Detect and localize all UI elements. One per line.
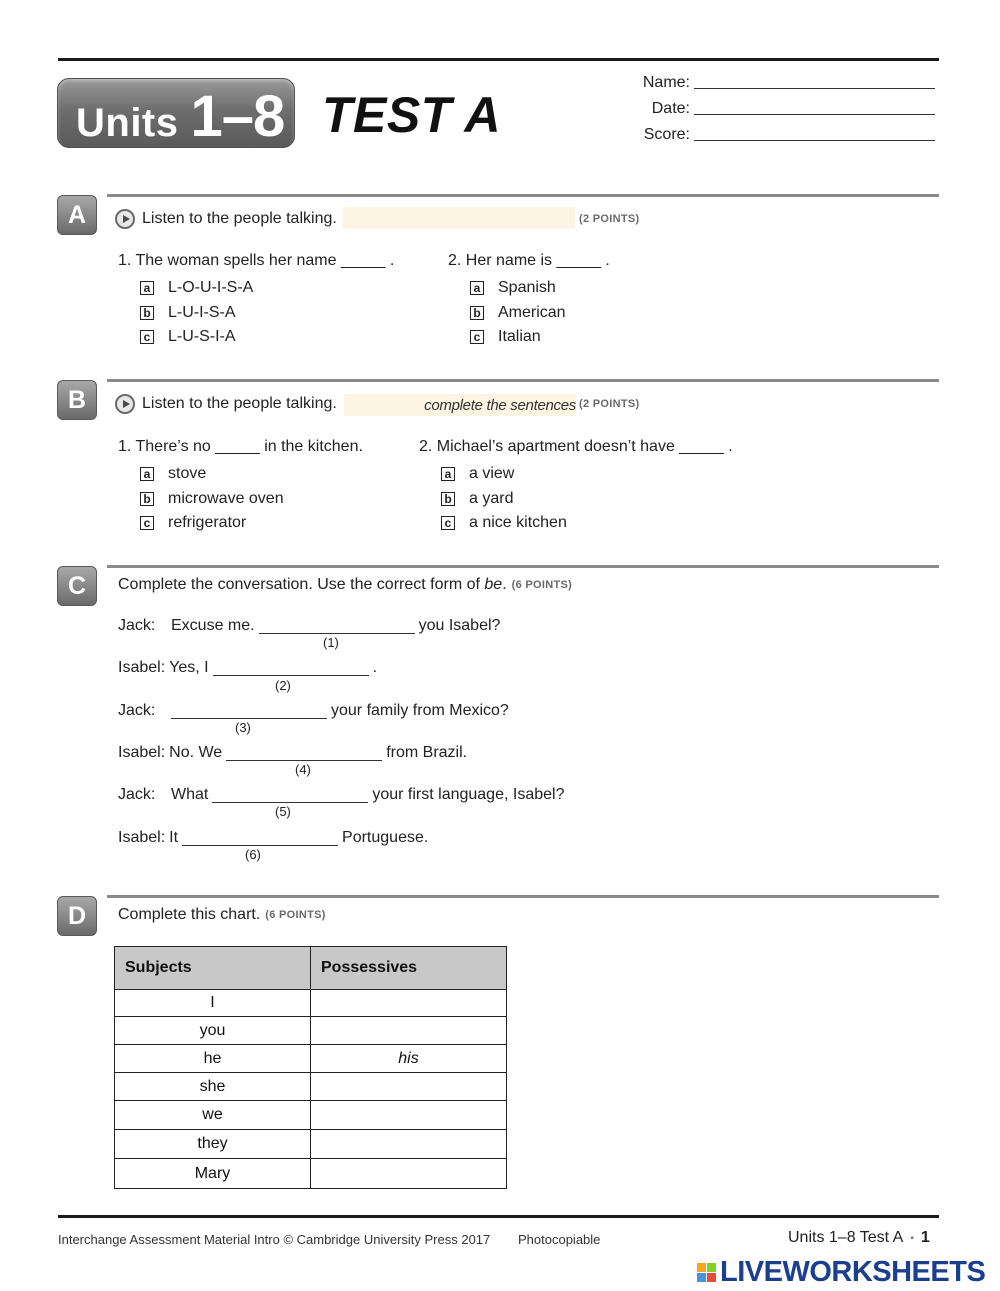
- answer-blank-4[interactable]: [226, 747, 382, 761]
- answer-blank-2[interactable]: [213, 662, 369, 676]
- line-before: What: [171, 786, 209, 803]
- question-stem: 2. Michael’s apartment doesn’t have _____ .: [419, 438, 733, 455]
- option-b[interactable]: [470, 301, 610, 326]
- option-b[interactable]: [140, 301, 394, 326]
- question-stem: 1. There’s no _____ in the kitchen.: [118, 438, 363, 455]
- section-b-prompt: complete the sentences: [424, 396, 576, 414]
- audio-play-icon[interactable]: [115, 394, 135, 414]
- subject-cell: she: [115, 1073, 311, 1101]
- table-row: [115, 1101, 507, 1130]
- name-field[interactable]: [694, 75, 935, 89]
- instruction-word: be: [484, 576, 503, 593]
- blank-number-1: (1): [323, 635, 339, 650]
- section-c-instruction: [118, 576, 572, 594]
- table-row: [115, 1045, 507, 1073]
- option-text: Italian: [498, 328, 541, 346]
- option-text: a nice kitchen: [469, 514, 567, 532]
- possessive-input[interactable]: [311, 1017, 507, 1045]
- section-a-answer-field[interactable]: [343, 207, 575, 229]
- option-b[interactable]: [140, 487, 363, 512]
- option-a[interactable]: [140, 276, 394, 301]
- section-d-points: (6 POINTS): [265, 909, 326, 921]
- units-word: Units: [76, 101, 179, 145]
- option-letter: a: [140, 467, 154, 481]
- subject-cell: I: [115, 990, 311, 1017]
- table-row: [115, 1017, 507, 1045]
- footer-photocopiable: Photocopiable: [518, 1232, 601, 1247]
- option-text: L-U-I-S-A: [168, 303, 236, 321]
- subject-cell: Mary: [115, 1159, 311, 1189]
- option-letter: c: [140, 516, 154, 530]
- option-text: refrigerator: [168, 514, 247, 532]
- option-letter: b: [441, 492, 455, 506]
- possessive-input[interactable]: [311, 1130, 507, 1159]
- blank-number-2: (2): [275, 678, 291, 693]
- section-a-instruction: [115, 207, 337, 231]
- option-c[interactable]: [441, 511, 733, 536]
- section-b-points: (2 POINTS): [579, 398, 640, 410]
- option-a[interactable]: [470, 276, 610, 301]
- section-b-badge: B: [57, 380, 97, 420]
- table-row: [115, 1159, 507, 1189]
- speaker: Jack:: [118, 702, 156, 719]
- instruction-text: Complete this chart.: [118, 906, 261, 923]
- footer-page-label: Units 1–8 Test A: [788, 1229, 904, 1246]
- section-a-instruction-text: Listen to the people talking.: [142, 210, 337, 227]
- units-range: 1–8: [190, 84, 285, 149]
- option-letter: a: [441, 467, 455, 481]
- option-a[interactable]: [441, 462, 733, 487]
- instruction-text: Complete the conversation. Use the correct form of: [118, 576, 485, 593]
- option-text: Spanish: [498, 279, 556, 297]
- page-number: 1: [920, 1229, 930, 1246]
- audio-play-icon[interactable]: [115, 209, 135, 229]
- logo-block: [697, 1263, 706, 1272]
- table-row: [115, 990, 507, 1017]
- date-row: [620, 100, 940, 118]
- speaker: Isabel:: [118, 744, 166, 761]
- test-title: TEST A: [322, 87, 501, 143]
- footer-rule: [58, 1215, 939, 1218]
- option-text: stove: [168, 465, 207, 483]
- conversation-line-1: [118, 617, 500, 635]
- possessive-input[interactable]: [311, 1159, 507, 1189]
- subject-cell: we: [115, 1101, 311, 1130]
- chart-header-row: [115, 947, 507, 990]
- line-before: No. We: [169, 744, 223, 761]
- possessives-header: Possessives: [311, 947, 507, 990]
- conversation-line-6: [118, 829, 428, 847]
- section-a-points: (2 POINTS): [579, 213, 640, 225]
- blank-number-6: (6): [245, 847, 261, 862]
- logo-block: [707, 1273, 716, 1282]
- speaker: Jack:: [118, 617, 156, 634]
- section-b-question-1: [118, 438, 363, 536]
- instruction-end: .: [502, 576, 507, 593]
- section-c-rule: [107, 565, 939, 568]
- score-label: Score:: [643, 126, 690, 143]
- section-d-instruction: [118, 906, 326, 924]
- answer-blank-1[interactable]: [259, 620, 415, 634]
- section-c-points: (6 POINTS): [511, 579, 573, 591]
- blank-number-5: (5): [275, 804, 291, 819]
- date-label: Date:: [651, 100, 690, 117]
- question-stem: 2. Her name is _____ .: [448, 252, 610, 269]
- option-c[interactable]: [140, 511, 363, 536]
- line-after: .: [372, 659, 378, 676]
- line-before: It: [169, 829, 179, 846]
- subject-cell: he: [115, 1045, 311, 1073]
- option-letter: a: [140, 281, 154, 295]
- units-badge: [57, 78, 295, 148]
- option-c[interactable]: [140, 325, 394, 350]
- section-b-rule: [107, 379, 939, 382]
- footer-copyright: Interchange Assessment Material Intro © Cambridge University Press 2017: [58, 1232, 491, 1247]
- speaker: Isabel:: [118, 659, 166, 676]
- name-row: [620, 74, 940, 92]
- possessive-example: his: [311, 1045, 507, 1073]
- option-letter: b: [140, 492, 154, 506]
- option-letter: a: [470, 281, 484, 295]
- footer-page-info: [788, 1229, 930, 1247]
- option-text: a yard: [469, 489, 514, 507]
- logo-blocks-icon: [697, 1263, 716, 1282]
- date-field[interactable]: [694, 101, 935, 115]
- section-d-badge: D: [57, 896, 97, 936]
- subject-cell: they: [115, 1130, 311, 1159]
- option-a[interactable]: [140, 462, 363, 487]
- chart-table: [114, 946, 507, 1189]
- conversation-line-3: [118, 702, 509, 720]
- blank-number-3: (3): [235, 720, 251, 735]
- option-b[interactable]: [441, 487, 733, 512]
- subjects-header: Subjects: [115, 947, 311, 990]
- line-after: from Brazil.: [386, 744, 468, 761]
- conversation-line-2: [118, 659, 377, 677]
- blank-number-4: (4): [295, 762, 311, 777]
- section-d-rule: [107, 895, 939, 898]
- line-after: Portuguese.: [342, 829, 429, 846]
- section-a-question-1: [118, 252, 394, 350]
- table-row: [115, 1073, 507, 1101]
- option-letter: c: [140, 330, 154, 344]
- option-text: L-U-S-I-A: [168, 328, 236, 346]
- option-letter: c: [441, 516, 455, 530]
- line-before: Excuse me.: [171, 617, 255, 634]
- question-stem: 1. The woman spells her name _____ .: [118, 252, 395, 269]
- option-text: L-O-U-I-S-A: [168, 279, 254, 297]
- answer-blank-3[interactable]: [171, 705, 327, 719]
- section-c-badge: C: [57, 566, 97, 606]
- option-letter: b: [140, 306, 154, 320]
- logo-text: LIVEWORKSHEETS: [720, 1256, 986, 1288]
- name-label: Name:: [642, 74, 690, 91]
- speaker: Isabel:: [118, 829, 166, 846]
- option-letter: b: [470, 306, 484, 320]
- line-after: you Isabel?: [418, 617, 501, 634]
- table-row: [115, 1130, 507, 1159]
- possessive-input[interactable]: [311, 1101, 507, 1130]
- top-rule: [58, 58, 939, 61]
- option-text: a view: [469, 465, 515, 483]
- logo-block: [707, 1263, 716, 1272]
- subject-cell: you: [115, 1017, 311, 1045]
- section-a-rule: [107, 194, 939, 197]
- score-field[interactable]: [694, 127, 935, 141]
- speaker: Jack:: [118, 786, 156, 803]
- option-text: American: [498, 303, 566, 321]
- possessive-input[interactable]: [311, 990, 507, 1017]
- answer-blank-5[interactable]: [212, 789, 368, 803]
- conversation-line-5: [118, 786, 564, 804]
- section-a-question-2: [448, 252, 610, 350]
- option-c[interactable]: [470, 325, 610, 350]
- answer-blank-6[interactable]: [182, 832, 338, 846]
- score-row: [620, 126, 940, 144]
- section-b-answer-field[interactable]: [344, 394, 576, 416]
- option-letter: c: [470, 330, 484, 344]
- section-b-instruction: [115, 392, 337, 416]
- conversation-line-4: [118, 744, 467, 762]
- logo-block: [697, 1273, 706, 1282]
- section-b-instruction-text: Listen to the people talking.: [142, 395, 337, 412]
- footer-bullet: ▪: [910, 1232, 914, 1244]
- possessives-chart: [114, 946, 507, 1189]
- line-after: your first language, Isabel?: [372, 786, 565, 803]
- option-text: microwave oven: [168, 489, 284, 507]
- liveworksheets-logo: [697, 1256, 985, 1289]
- line-after: your family from Mexico?: [331, 702, 509, 719]
- possessive-input[interactable]: [311, 1073, 507, 1101]
- section-b-question-2: [419, 438, 733, 536]
- line-before: Yes, I: [169, 659, 209, 676]
- section-a-badge: A: [57, 195, 97, 235]
